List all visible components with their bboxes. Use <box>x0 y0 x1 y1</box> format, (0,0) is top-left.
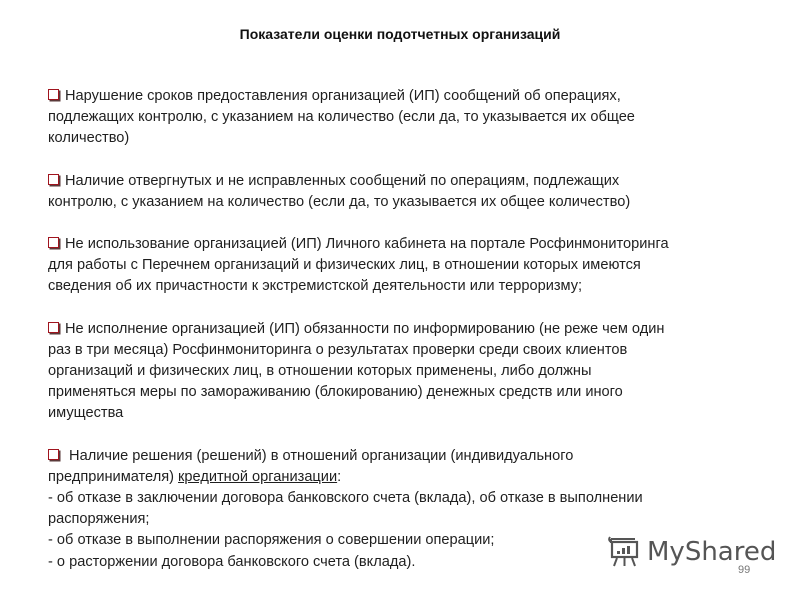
list-item <box>48 319 748 425</box>
credit-organization-underlined: кредитной организации <box>178 468 338 485</box>
list-item-line: контролю, с указанием на количество (если да, то указывается их общее количество) <box>48 193 631 210</box>
list-item <box>48 234 748 298</box>
checkbox-bullet-icon <box>48 449 59 460</box>
list-item <box>48 86 748 150</box>
sub-list-line: - об отказе в заключении договора банковского счета (вклада), об отказе в выполнении <box>48 490 643 507</box>
list-item-line <box>48 86 748 107</box>
sub-list-line: - об отказе в выполнении распоряжения о совершении операции; <box>48 532 495 549</box>
list-item-line: подлежащих контролю, с указанием на количество (если да, то указывается их общее <box>48 109 635 126</box>
list-item-line: количество) <box>48 130 130 147</box>
slide-title: Показатели оценки подотчетных организаций <box>239 26 561 42</box>
slide-content <box>48 86 748 573</box>
list-item-line: для работы с Перечнем организаций и физических лиц, в отношении которых имеются <box>48 257 641 274</box>
watermark-brand: MyShared <box>647 537 777 567</box>
checkbox-bullet-icon <box>48 89 59 100</box>
list-item-line <box>48 467 748 488</box>
page-number: 99 <box>738 564 751 576</box>
list-item-line: раз в три месяца) Росфинмониторинга о результатах проверки среди своих клиентов <box>48 341 628 358</box>
list-item-text: : <box>337 468 342 485</box>
list-item-text: предпринимателя) <box>48 468 179 485</box>
list-item-line <box>48 171 748 192</box>
list-item-line: организаций и физических лиц, в отношении которых применены, либо должны <box>48 363 592 380</box>
list-item-line <box>48 446 748 467</box>
list-item-text: Наличие решения (решений) в отношений организации (индивидуального <box>65 447 574 464</box>
checkbox-bullet-icon <box>48 174 59 185</box>
myshared-watermark <box>607 536 776 568</box>
list-item-text: Наличие отвергнутых и не исправленных сообщений по операциям, подлежащих <box>65 172 620 189</box>
list-item-line: имущества <box>48 405 124 422</box>
checkbox-bullet-icon <box>48 322 59 333</box>
list-item-text: Не исполнение организацией (ИП) обязанности по информированию (не реже чем один <box>65 320 665 337</box>
list-item-line <box>48 234 748 255</box>
list-item-line: применяться меры по замораживанию (блокированию) денежных средств или иного <box>48 384 623 401</box>
list-item-line <box>48 319 748 340</box>
sub-list-line: распоряжения; <box>48 511 150 528</box>
list-item-text: Не использование организацией (ИП) Личного кабинета на портале Росфинмониторинга <box>65 236 669 253</box>
list-item-text: Нарушение сроков предоставления организацией (ИП) сообщений об операциях, <box>65 88 621 104</box>
checkbox-bullet-icon <box>48 237 59 248</box>
sub-list-line: - о расторжении договора банковского счета (вклада). <box>48 553 416 570</box>
list-item <box>48 171 748 213</box>
presentation-board-icon <box>607 536 641 568</box>
list-item-line: сведения об их причастности к экстремистской деятельности или терроризму; <box>48 278 583 295</box>
